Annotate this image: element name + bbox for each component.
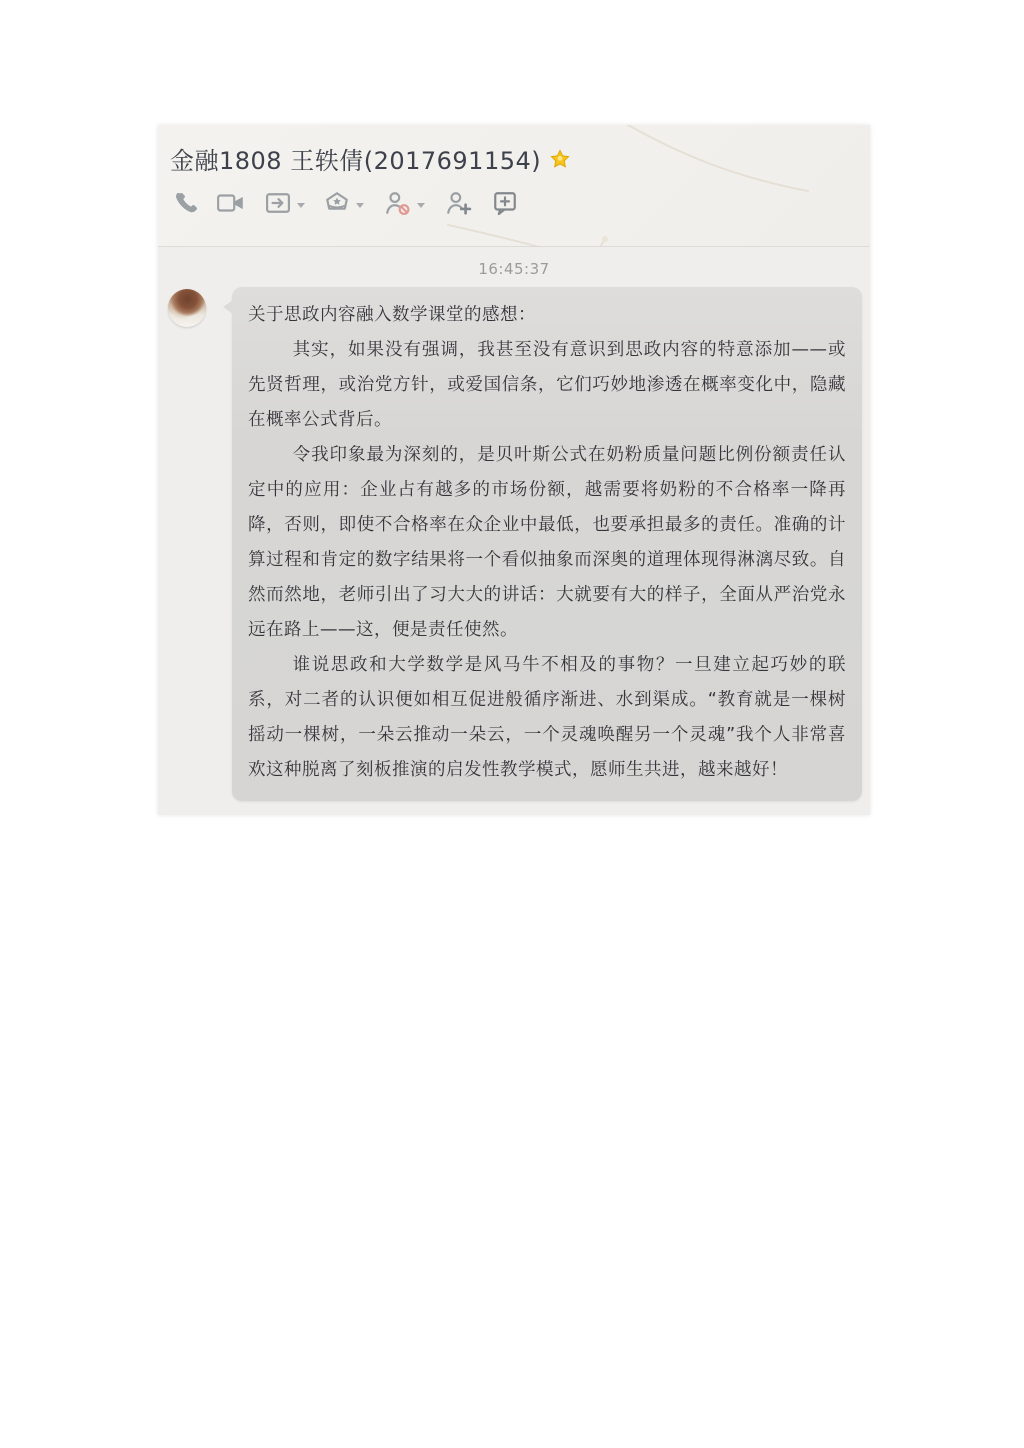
chat-plus-icon <box>491 190 519 220</box>
group-admin-button[interactable] <box>323 190 364 220</box>
phone-icon <box>172 190 198 220</box>
block-member-icon <box>382 190 412 220</box>
send-file-icon <box>264 191 292 219</box>
message-paragraph: 谁说思政和大学数学是风马牛不相及的事物？一旦建立起巧妙的联系，对二者的认识便如相互促进般循序渐进、水到渠成。“教育就是一棵树摇动一棵树，一朵云推动一朵云，一个灵魂唤醒另一个灵魂”我个人非常喜欢这种脱离了刻板推演的启发性教学模式，愿师生共进，越来越好！ <box>248 655 846 780</box>
message-row <box>158 278 870 801</box>
chat-message-area <box>158 247 870 814</box>
add-member-icon <box>443 190 473 220</box>
message-timestamp: 16:45:37 <box>478 260 550 278</box>
chat-title: 金融1808 王轶倩(2017691154) <box>170 147 542 175</box>
message-paragraph: 其实，如果没有强调，我甚至没有意识到思政内容的特意添加——或先贤哲理，或治党方针，或爱国信条，它们巧妙地渗透在概率变化中，隐藏在概率公式背后。 <box>248 340 846 430</box>
chevron-down-icon <box>297 203 305 208</box>
qq-chat-window <box>158 125 870 815</box>
group-level-star-icon <box>549 148 571 170</box>
sender-avatar[interactable] <box>168 289 206 327</box>
chevron-down-icon <box>356 203 364 208</box>
chevron-down-icon <box>417 203 425 208</box>
video-call-button[interactable] <box>216 191 246 219</box>
send-file-button[interactable] <box>264 191 305 219</box>
admin-badge-icon <box>323 190 351 220</box>
header-title-row <box>158 125 870 176</box>
header-toolbar <box>158 176 870 220</box>
message-paragraph: 令我印象最为深刻的，是贝叶斯公式在奶粉质量问题比例份额责任认定中的应用：企业占有越多的市场份额，越需要将奶粉的不合格率一降再降，否则，即使不合格率在众企业中最低，也要承担最多的责任。准确的计算过程和肯定的数字结果将一个看似抽象而深奥的道理体现得淋漓尽致。自然而然地，老师引出了习大大的讲话：大就要有大的样子，全面从严治党永远在路上——这，便是责任使然。 <box>248 445 846 640</box>
create-multi-chat-button[interactable] <box>491 190 519 220</box>
message-bubble <box>232 287 862 801</box>
add-member-button[interactable] <box>443 190 473 220</box>
chat-header <box>158 125 870 247</box>
block-member-button[interactable] <box>382 190 425 220</box>
message-paragraph: 关于思政内容融入数学课堂的感想： <box>248 305 536 325</box>
voice-call-button[interactable] <box>172 190 198 220</box>
video-camera-icon <box>216 191 246 219</box>
